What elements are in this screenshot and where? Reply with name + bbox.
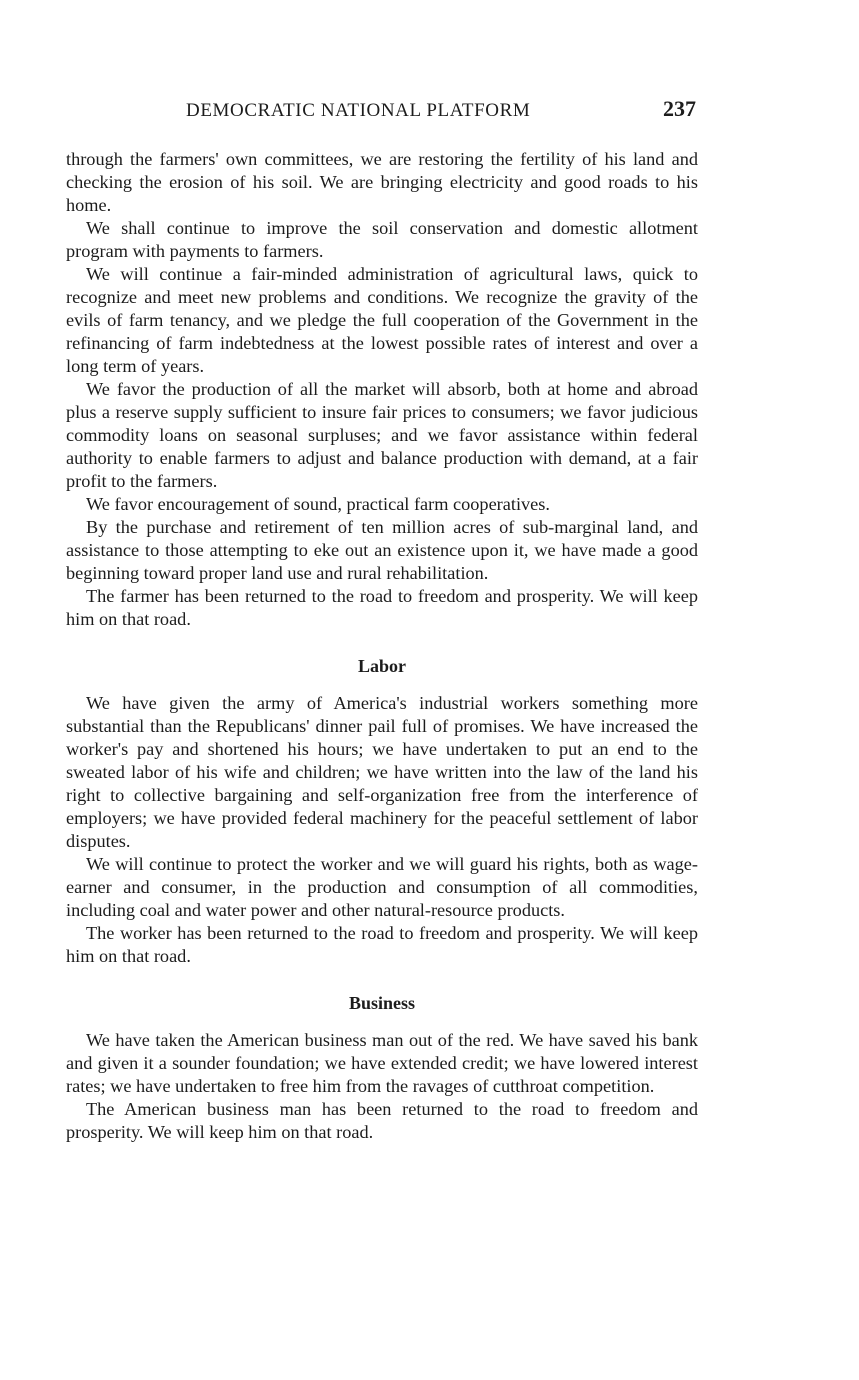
paragraph: By the purchase and retirement of ten million acres of sub-marginal land, and assistance to those attempting to eke out an existence upon it, we have made a good beginning toward proper land use and rural rehabilitation.: [66, 517, 698, 583]
running-title: DEMOCRATIC NATIONAL PLATFORM: [186, 100, 531, 121]
page-number: 237: [663, 96, 696, 121]
paragraph: We have taken the American business man out of the red. We have saved his bank and given it a sounder foundation; we have extended credit; we have lowered interest rates; we have undertaken to free him from the ravages of cutthroat competition.: [66, 1030, 698, 1096]
paragraph: We will continue a fair-minded administration of agricultural laws, quick to recognize and meet new problems and conditions. We recognize the gravity of the evils of farm tenancy, and we pledge the full cooperation of the Government in the refinancing of farm indebtedness at the lowest possible rates of interest and over a long term of years.: [66, 264, 698, 376]
section-heading-labor: Labor: [357, 656, 406, 676]
section-heading-business: Business: [348, 993, 416, 1013]
paragraph: The farmer has been returned to the road to freedom and prosperity. We will keep him on that road.: [66, 586, 698, 629]
paragraph: We will continue to protect the worker and we will guard his rights, both as wage-earner and consumer, in the production and consumption of all commodities, including coal and water power and other natural-resource products.: [66, 854, 698, 920]
paragraph: We favor the production of all the market will absorb, both at home and abroad plus a reserve supply sufficient to insure fair prices to consumers; we favor judicious commodity loans on seasonal surpluses; and we favor assistance within federal authority to enable farmers to adjust and balance production with demand, at a fair profit to the farmers.: [66, 379, 698, 491]
paragraph: The worker has been returned to the road to freedom and prosperity. We will keep him on that road.: [66, 923, 698, 966]
paragraph: The American business man has been returned to the road to freedom and prosperity. We will keep him on that road.: [66, 1099, 698, 1142]
body-text: [66, 148, 698, 1144]
paragraph: through the farmers' own committees, we are restoring the fertility of his land and checking the erosion of his soil. We are bringing electricity and good roads to his home.: [66, 149, 698, 215]
paragraph: We have given the army of America's industrial workers something more substantial than the Republicans' dinner pail full of promises. We have increased the worker's pay and shortened his hours; we have undertaken to put an end to the sweated labor of his wife and children; we have written into the law of the land his right to collective bargaining and self-organization free from the interference of employers; we have provided federal machinery for the peaceful settlement of labor disputes.: [66, 693, 698, 851]
running-head: [66, 96, 696, 126]
paragraph: We shall continue to improve the soil conservation and domestic allotment program with payments to farmers.: [66, 218, 698, 261]
paragraph: We favor encouragement of sound, practical farm cooperatives.: [86, 494, 550, 514]
